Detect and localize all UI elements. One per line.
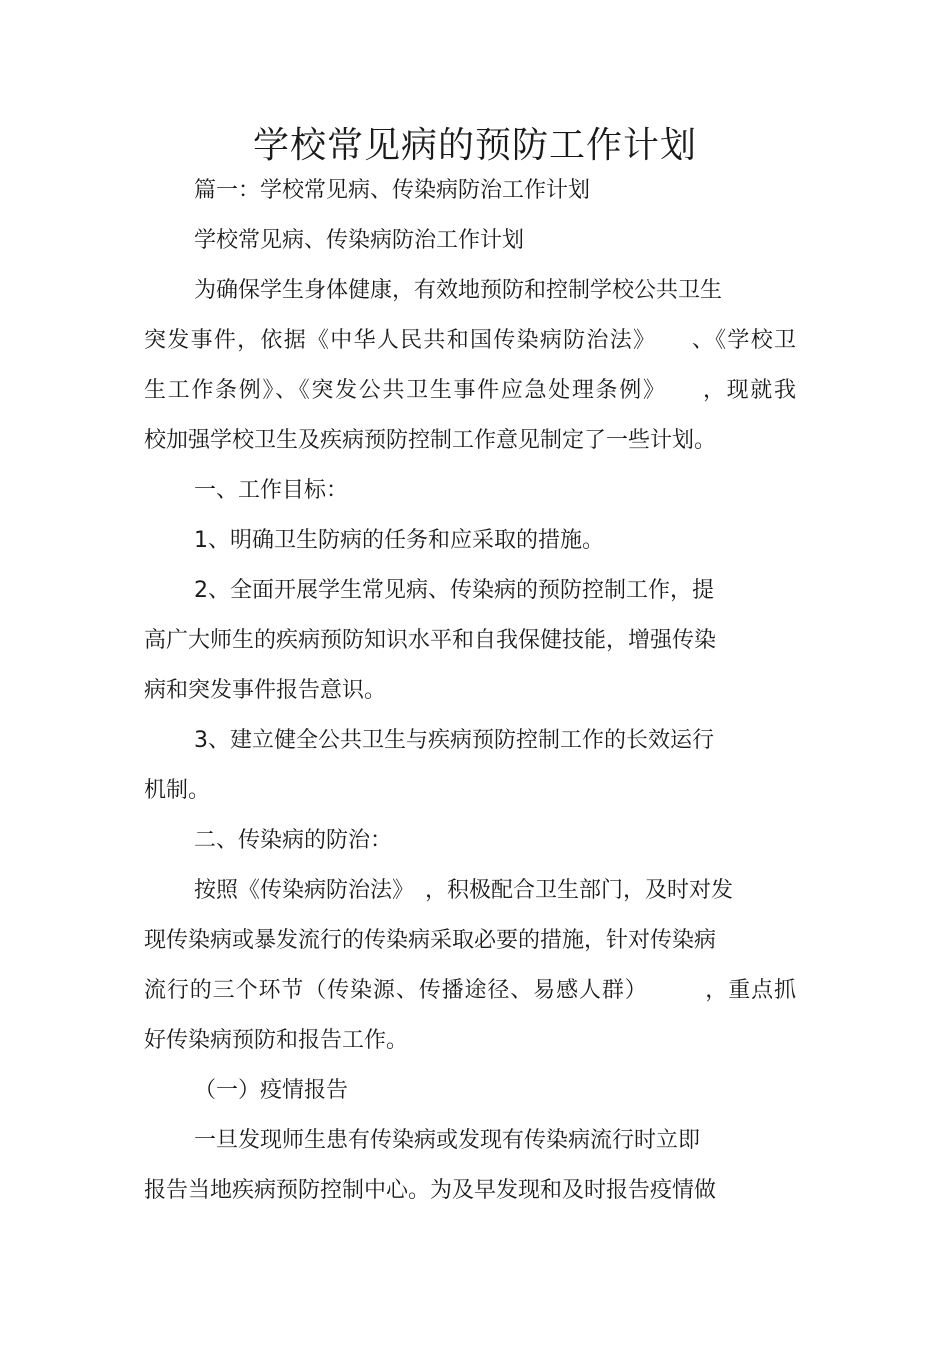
subsection-heading: （一）疫情报告 — [194, 1078, 349, 1103]
document-title: 学校常见病的预防工作计划 — [252, 125, 697, 166]
section-heading: 二、传染病的防治： — [194, 828, 393, 853]
paragraph-line: 报告当地疾病预防控制中心。为及早发现和及时报告疫情做 — [144, 1178, 717, 1203]
paragraph-line: 生工作条例》、《突发公共卫生事件应急处理条例》 ，现就我 — [144, 378, 796, 403]
paragraph-line-heading: 学校常见病、传染病防治工作计划 — [194, 228, 525, 253]
paragraph-line: 为确保学生身体健康，有效地预防和控制学校公共卫生 — [194, 278, 723, 303]
list-item: 2、全面开展学生常见病、传染病的预防控制工作，提 — [194, 578, 714, 603]
paragraph-line: 一旦发现师生患有传染病或发现有传染病流行时立即 — [194, 1128, 701, 1153]
paragraph-line: 校加强学校卫生及疾病预防控制工作意见制定了一些计划。 — [144, 428, 717, 453]
paragraph-line: 好传染病预防和报告工作。 — [144, 1028, 409, 1053]
list-item: 1、明确卫生防病的任务和应采取的措施。 — [194, 528, 604, 553]
paragraph-line: 病和突发事件报告意识。 — [144, 678, 387, 703]
paragraph-line: 突发事件，依据《中华人民共和国传染病防治法》 、《学校卫 — [144, 328, 796, 353]
section-heading: 一、工作目标： — [194, 478, 349, 503]
list-item: 3、建立健全公共卫生与疾病预防控制工作的长效运行 — [194, 728, 714, 753]
paragraph-line: 流行的三个环节（传染源、传播途径、易感人群） ，重点抓 — [144, 978, 796, 1003]
paragraph-line-subtitle: 篇一：学校常见病、传染病防治工作计划 — [194, 178, 591, 203]
paragraph-line: 按照《传染病防治法》 ，积极配合卫生部门，及时对发 — [194, 878, 734, 903]
paragraph-line: 机制。 — [144, 778, 211, 803]
paragraph-line: 现传染病或暴发流行的传染病采取必要的措施，针对传染病 — [144, 928, 717, 953]
paragraph-line: 高广大师生的疾病预防知识水平和自我保健技能，增强传染 — [144, 628, 717, 653]
